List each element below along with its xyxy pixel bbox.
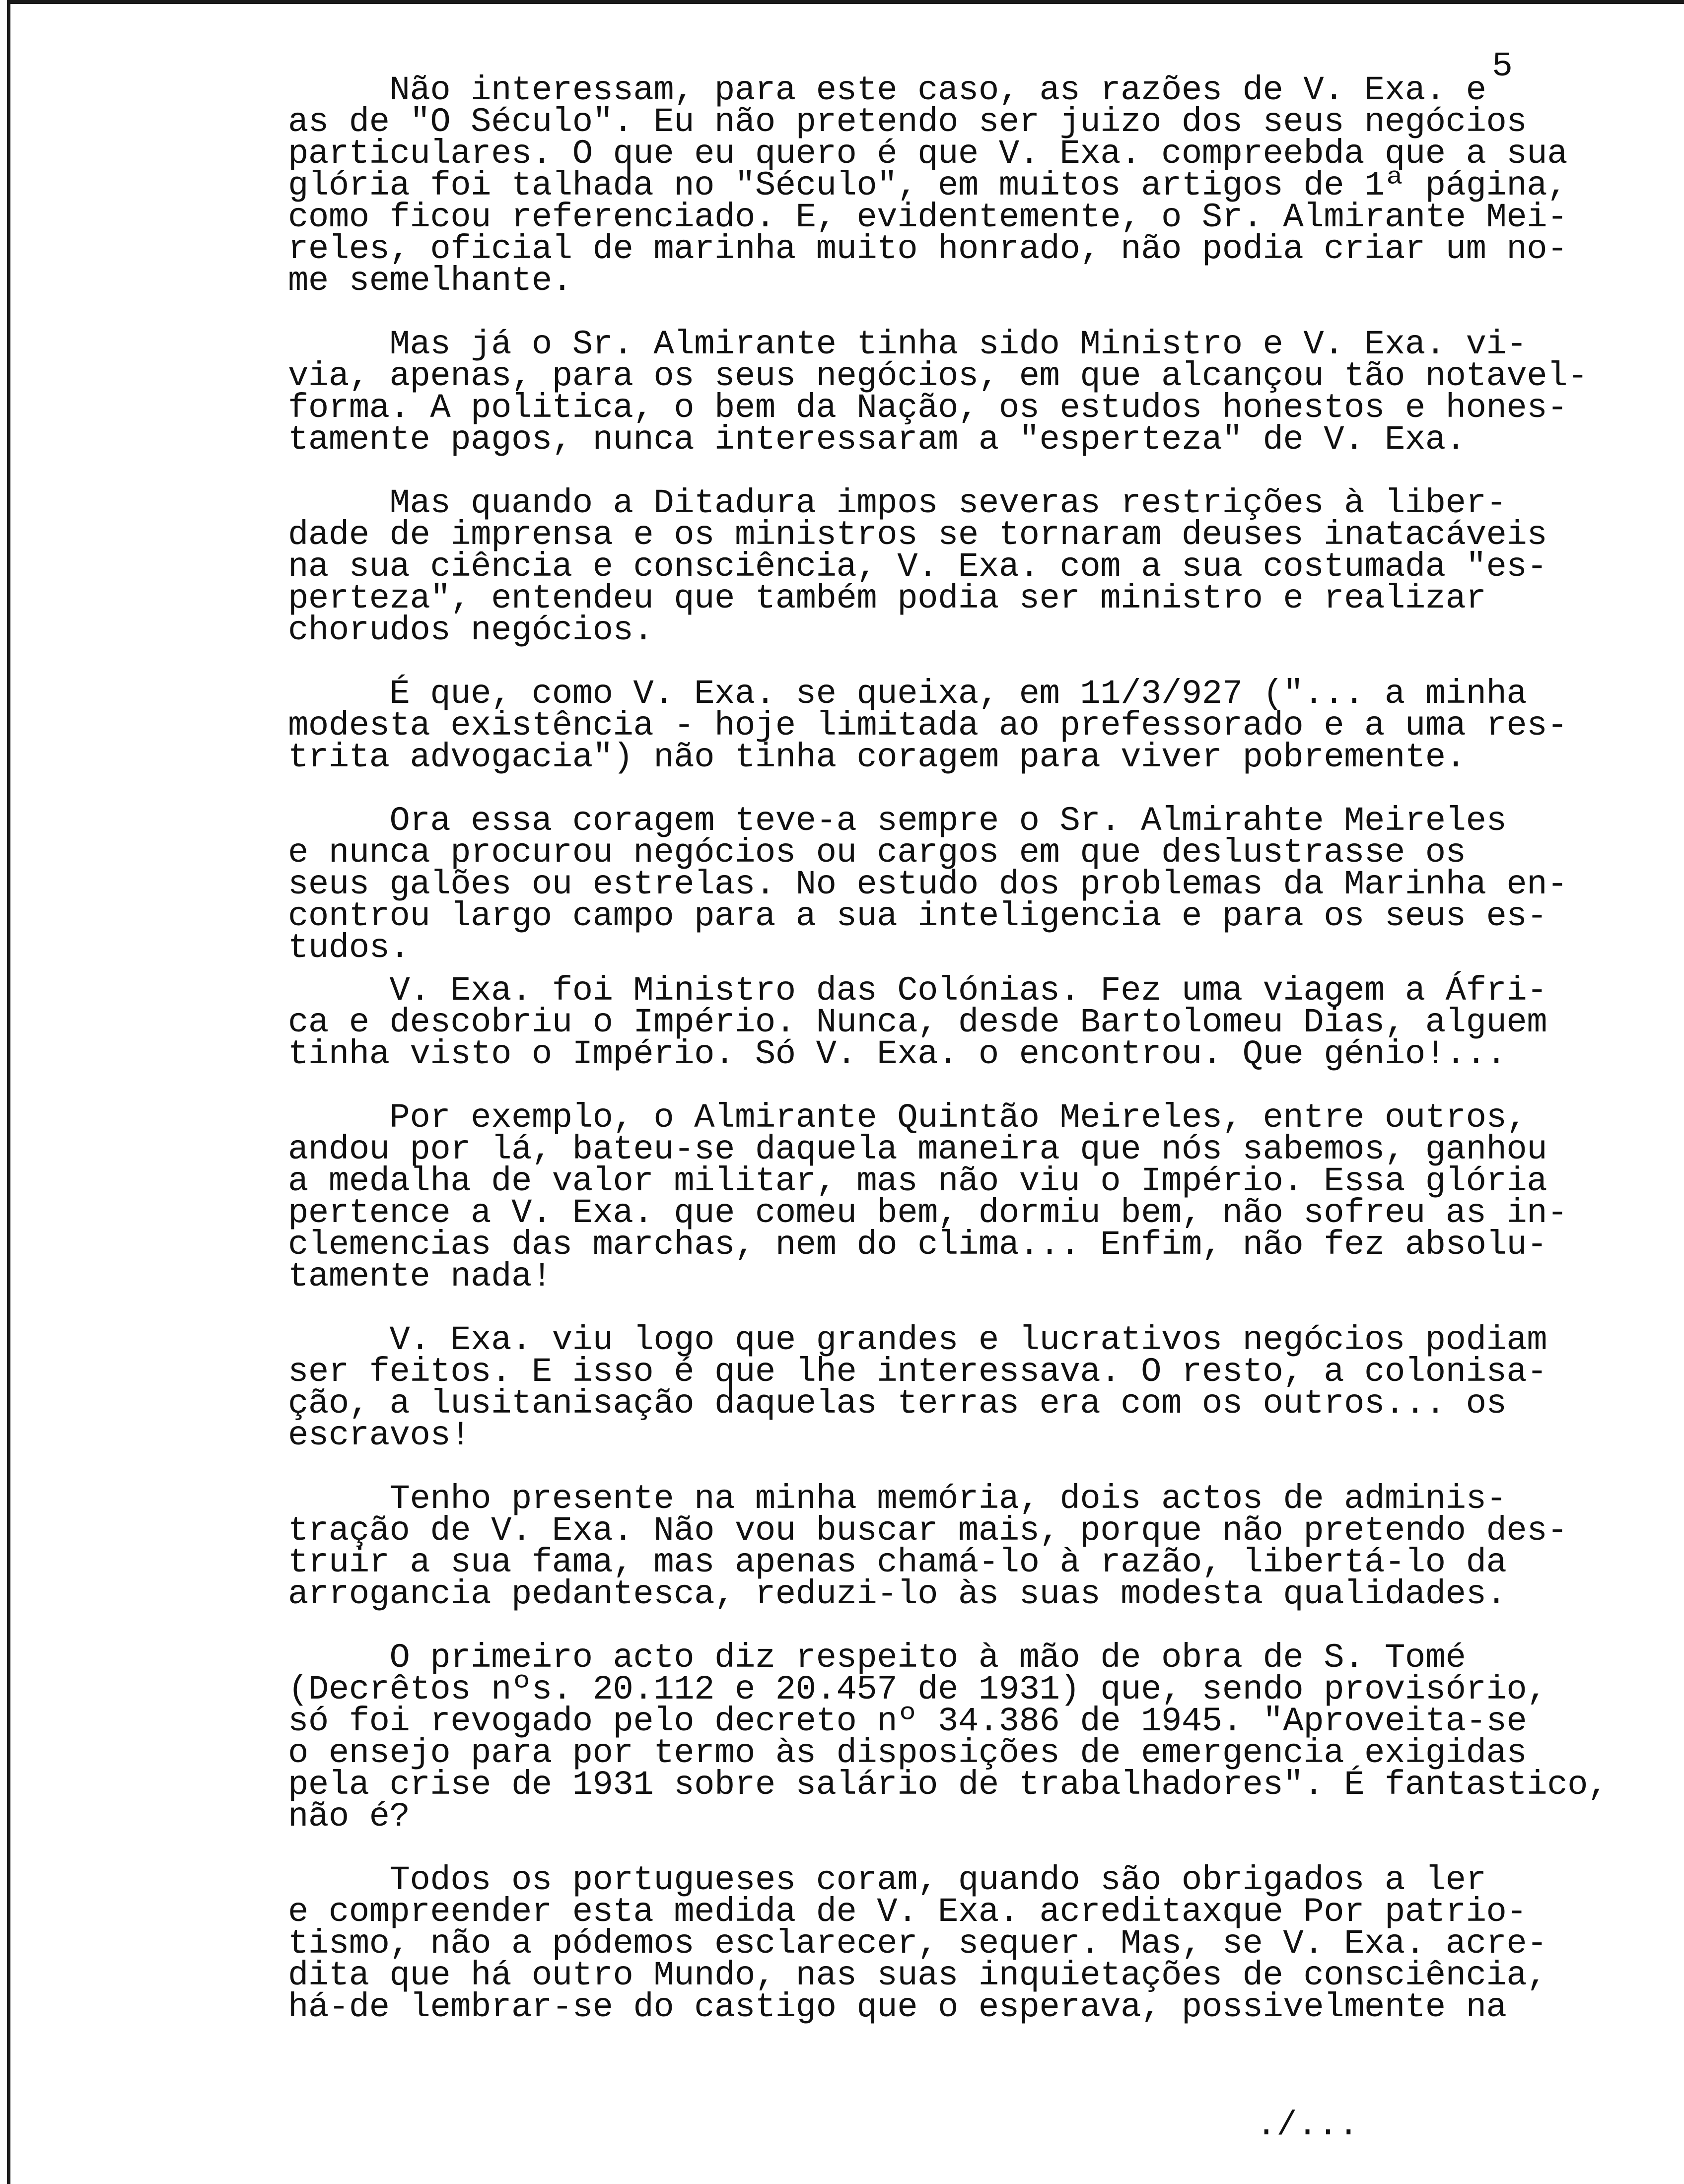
- paragraph-gap: [288, 773, 1638, 805]
- paragraph: [288, 325, 1638, 459]
- paragraph: [288, 675, 1638, 777]
- text-line: ca e descobriu o Império. Nunca, desde Bartolomeu Dias, alguem: [288, 1003, 1547, 1042]
- paragraph: [288, 484, 1638, 650]
- text-line: glória foi talhada no "Século", em muitos artigos de 1ª página,: [288, 166, 1568, 205]
- text-line: pela crise de 1931 sobre salário de trabalhadores". É fantastico,: [288, 1766, 1608, 1804]
- text-line: Ora essa coragem teve-a sempre o Sr. Almirahte Meireles: [288, 802, 1507, 840]
- text-line: tismo, não a pódemos esclarecer, sequer. Mas, se V. Exa. acre-: [288, 1924, 1547, 1963]
- text-line: reles, oficial de marinha muito honrado, não podia criar um no-: [288, 230, 1568, 269]
- text-line: chorudos negócios.: [288, 611, 654, 650]
- text-line: pertence a V. Exa. que comeu bem, dormiu bem, não sofreu as in-: [288, 1194, 1568, 1232]
- paragraph: [288, 1321, 1638, 1455]
- text-line: (Decrêtos nºs. 20.112 e 20.457 de 1931) que, sendo provisório,: [288, 1670, 1547, 1709]
- text-line: perteza", entendeu que também podia ser ministro e realizar: [288, 579, 1486, 618]
- text-line: me semelhante.: [288, 262, 572, 300]
- text-line: trita advogacia") não tinha coragem para viver pobremente.: [288, 738, 1466, 777]
- text-line: clemencias das marchas, nem do clima... Enfim, não fez absolu-: [288, 1226, 1547, 1264]
- page-frame-left-edge: [7, 0, 10, 2184]
- text-line: as de "O Século". Eu não pretendo ser juizo dos seus negócios: [288, 103, 1527, 141]
- text-line: e nunca procurou negócios ou cargos em que deslustrasse os: [288, 833, 1466, 872]
- text-line: forma. A politica, o bem da Nação, os estudos honestos e hones-: [288, 389, 1568, 427]
- text-line: dita que há outro Mundo, nas suas inquietações de consciência,: [288, 1956, 1547, 1995]
- text-line: O primeiro acto diz respeito à mão de obra de S. Tomé: [288, 1638, 1466, 1677]
- paragraph-gap: [288, 456, 1638, 487]
- text-line: Por exemplo, o Almirante Quintão Meireles, entre outros,: [288, 1098, 1527, 1137]
- text-line: Mas já o Sr. Almirante tinha sido Ministro e V. Exa. vi-: [288, 325, 1527, 364]
- text-line: controu largo campo para a sua inteligencia e para os seus es-: [288, 897, 1547, 936]
- text-line: ção, a lusitanisação daquelas terras era com os outros... os: [288, 1384, 1507, 1423]
- text-line: arrogancia pedantesca, reduzi-lo às suas modesta qualidades.: [288, 1575, 1507, 1614]
- text-line: Todos os portugueses coram, quando são obrigados a ler: [288, 1861, 1486, 1900]
- text-line: seus galões ou estrelas. No estudo dos problemas da Marinha en-: [288, 865, 1568, 904]
- text-line: a medalha de valor militar, mas não viu o Império. Essa glória: [288, 1162, 1547, 1201]
- paragraph: [288, 1098, 1638, 1296]
- text-line: V. Exa. viu logo que grandes e lucrativos negócios podiam: [288, 1321, 1547, 1360]
- paragraph-gap: [288, 1610, 1638, 1642]
- text-line: tinha visto o Império. Só V. Exa. o encontrou. Que génio!...: [288, 1035, 1507, 1074]
- page-number: 5: [1492, 47, 1513, 86]
- paragraph: [288, 971, 1638, 1074]
- paragraph-gap: [288, 646, 1638, 678]
- text-line: Tenho presente na minha memória, dois actos de adminis-: [288, 1480, 1507, 1518]
- text-line: modesta existência - hoje limitada ao prefessorado e a uma res-: [288, 706, 1568, 745]
- text-line: Mas quando a Ditadura impos severas restrições à liber-: [288, 484, 1507, 523]
- text-line: o ensejo para por termo às disposições de emergencia exigidas: [288, 1734, 1527, 1773]
- paragraph-gap: [288, 1293, 1638, 1324]
- text-line: É que, como V. Exa. se queixa, em 11/3/927 ("... a minha: [288, 675, 1527, 713]
- text-line: tamente pagos, nunca interessaram a "esperteza" de V. Exa.: [288, 420, 1466, 459]
- text-line: há-de lembrar-se do castigo que o esperava, possivelmente na: [288, 1988, 1507, 2027]
- continuation-mark: ./...: [1256, 2106, 1359, 2145]
- text-line: andou por lá, bateu-se daquela maneira que nós sabemos, ganhou: [288, 1130, 1547, 1169]
- text-line: só foi revogado pelo decreto nº 34.386 de 1945. "Aproveita-se: [288, 1702, 1527, 1741]
- text-line: na sua ciência e consciência, V. Exa. com a sua costumada "es-: [288, 547, 1547, 586]
- text-line: tudos.: [288, 929, 410, 967]
- text-line: Não interessam, para este caso, as razões de V. Exa. e: [288, 71, 1486, 110]
- paragraph: [288, 802, 1638, 967]
- page-frame-top-edge: [7, 0, 1684, 4]
- paragraph-gap: [288, 1833, 1638, 1864]
- text-line: ser feitos. E isso é que lhe interessava. O resto, a colonisa-: [288, 1353, 1547, 1391]
- paragraph-gap: [288, 1451, 1638, 1483]
- paragraph: [288, 71, 1638, 300]
- text-line: não é?: [288, 1797, 410, 1836]
- paragraph-gap: [288, 297, 1638, 329]
- text-line: V. Exa. foi Ministro das Colónias. Fez uma viagem a Áfri-: [288, 971, 1547, 1010]
- text-line: via, apenas, para os seus negócios, em que alcançou tão notavel-: [288, 357, 1588, 396]
- paragraph-gap: [288, 1070, 1638, 1102]
- text-line: escravos!: [288, 1416, 471, 1455]
- text-line: truir a sua fama, mas apenas chamá-lo à razão, libertá-lo da: [288, 1543, 1507, 1582]
- paragraph: [288, 1638, 1638, 1836]
- letter-body: [288, 71, 1638, 2027]
- text-line: dade de imprensa e os ministros se tornaram deuses inatacáveis: [288, 516, 1547, 554]
- text-line: particulares. O que eu quero é que V. Exa. compreebda que a sua: [288, 135, 1568, 173]
- text-line: e compreender esta medida de V. Exa. acreditaxque Por patrio-: [288, 1893, 1527, 1931]
- text-line: tração de V. Exa. Não vou buscar mais, porque não pretendo des-: [288, 1511, 1568, 1550]
- paragraph: [288, 1861, 1638, 2027]
- paragraph: [288, 1480, 1638, 1614]
- text-line: tamente nada!: [288, 1257, 552, 1296]
- text-line: como ficou referenciado. E, evidentemente, o Sr. Almirante Mei-: [288, 198, 1568, 237]
